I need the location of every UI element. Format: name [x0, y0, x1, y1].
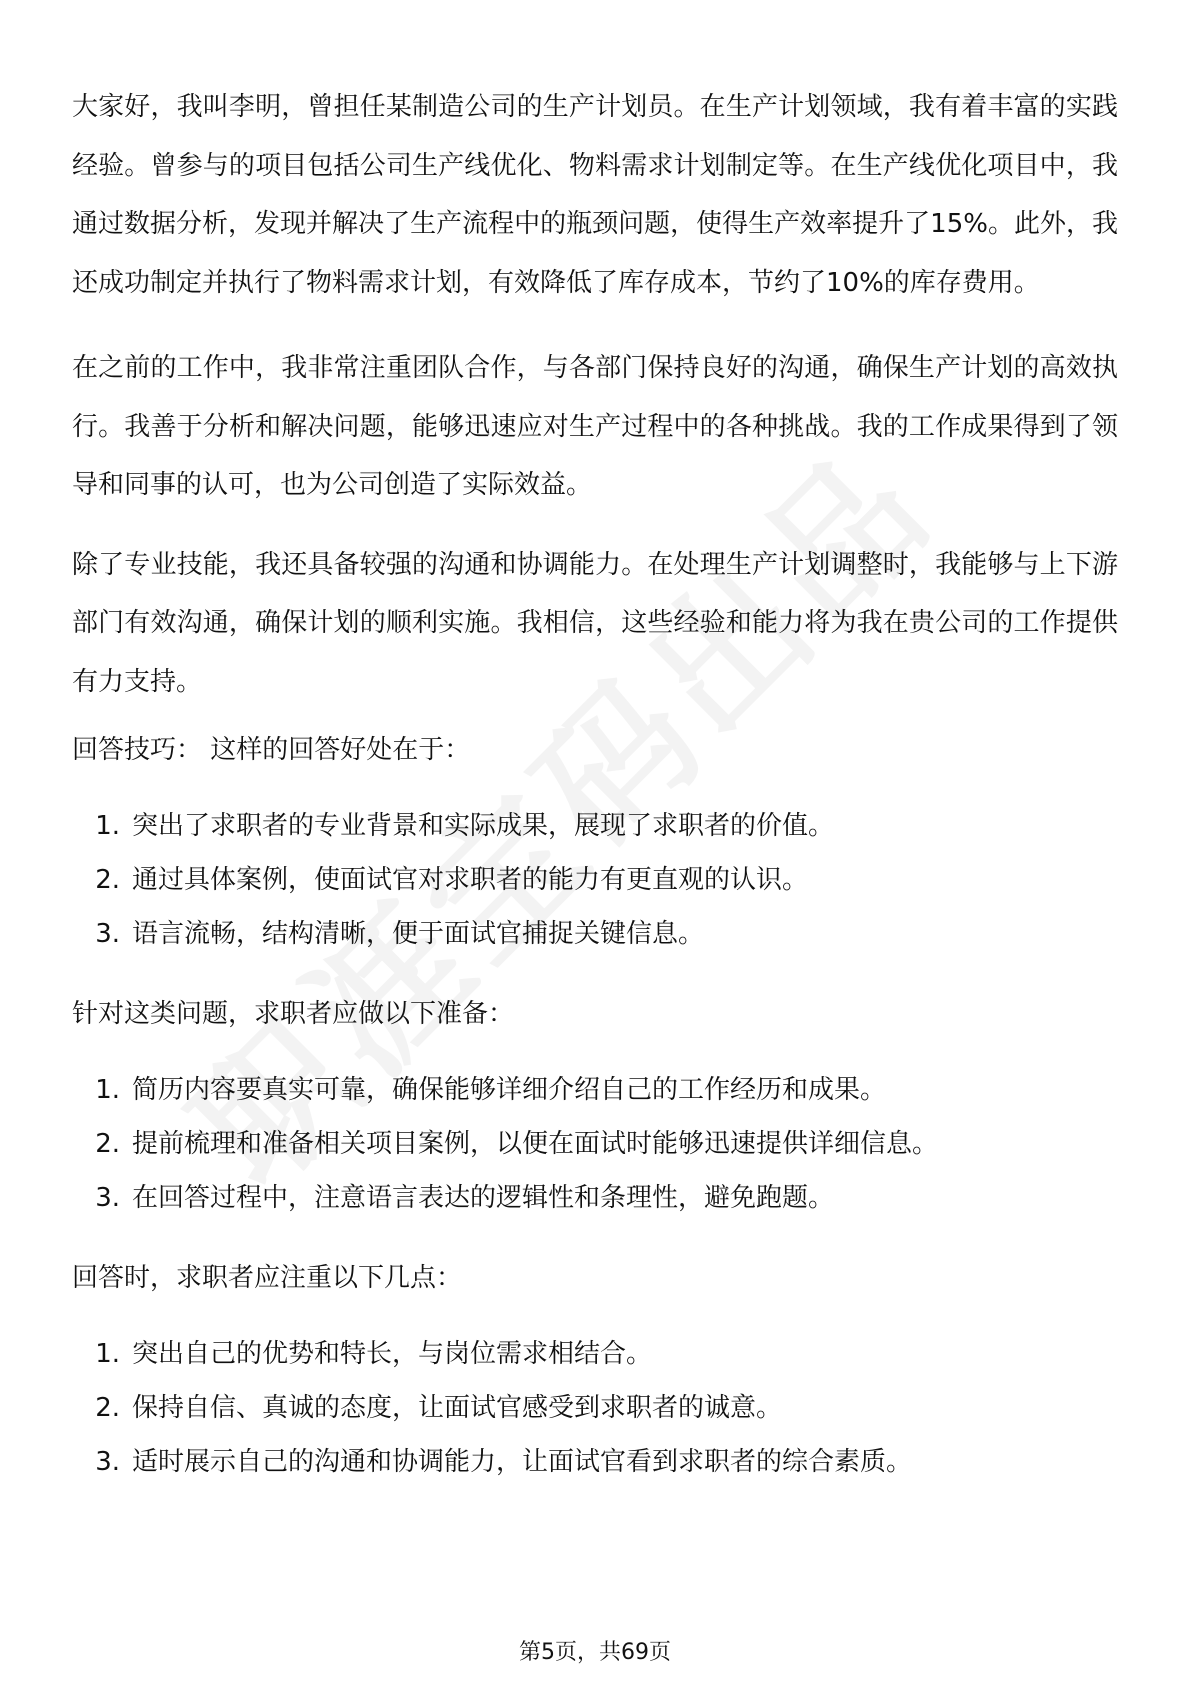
list-item [72, 1334, 1118, 1374]
list-item [72, 1070, 1118, 1110]
list-item [72, 860, 1118, 900]
section-answer-tips [72, 730, 1118, 954]
list-item [72, 1124, 1118, 1164]
list-item [72, 1178, 1118, 1218]
section-lead: 针对这类问题，求职者应做以下准备： [72, 999, 515, 1029]
list-text: 突出了求职者的专业背景和实际成果，展现了求职者的价值。 [132, 811, 835, 841]
section-key-points [72, 1258, 1118, 1482]
paragraph-teamwork: 在之前的工作中，我非常注重团队合作，与各部门保持良好的沟通，确保生产计划的高效执行。我善于分析和解决问题，能够迅速应对生产过程中的各种挑战。我的工作成果得到了领导和同事的认可，也为公司创造了实际效益。 [72, 353, 1118, 500]
list-text: 保持自信、真诚的态度，让面试官感受到求职者的诚意。 [132, 1393, 783, 1423]
list-number: 3. [95, 1447, 120, 1477]
paragraph-intro: 大家好，我叫李明，曾担任某制造公司的生产计划员。在生产计划领域，我有着丰富的实践经验。曾参与的项目包括公司生产线优化、物料需求计划制定等。在生产线优化项目中，我通过数据分析，发现并解决了生产流程中的瓶颈问题，使得生产效率提升了15%。此外，我还成功制定并执行了物料需求计划，有效降低了库存成本，节约了10%的库存费用。 [72, 92, 1118, 298]
numbered-list [72, 1070, 1118, 1218]
section-preparation [72, 994, 1118, 1218]
list-number: 3. [95, 1183, 120, 1213]
numbered-list [72, 806, 1118, 954]
document-body [72, 78, 1118, 1522]
list-text: 提前梳理和准备相关项目案例，以便在面试时能够迅速提供详细信息。 [132, 1129, 939, 1159]
numbered-list [72, 1334, 1118, 1482]
section-lead: 回答技巧： 这样的回答好处在于： [72, 735, 471, 765]
list-text: 语言流畅，结构清晰，便于面试官捕捉关键信息。 [132, 919, 705, 949]
list-number: 2. [95, 1393, 120, 1423]
list-number: 1. [95, 1339, 120, 1369]
list-number: 2. [95, 865, 120, 895]
section-lead: 回答时，求职者应注重以下几点： [72, 1263, 463, 1293]
list-item [72, 1388, 1118, 1428]
list-text: 适时展示自己的沟通和协调能力，让面试官看到求职者的综合素质。 [132, 1447, 913, 1477]
list-text: 简历内容要真实可靠，确保能够详细介绍自己的工作经历和成果。 [132, 1075, 887, 1105]
list-number: 1. [95, 1075, 120, 1105]
page-number-footer: 第5页，共69页 [519, 1640, 671, 1665]
paragraph-skills: 除了专业技能，我还具备较强的沟通和协调能力。在处理生产计划调整时，我能够与上下游部门有效沟通，确保计划的顺利实施。我相信，这些经验和能力将为我在贵公司的工作提供有力支持。 [72, 549, 1118, 697]
list-text: 通过具体案例，使面试官对求职者的能力有更直观的认识。 [132, 865, 809, 895]
list-item [72, 914, 1118, 954]
list-number: 2. [95, 1129, 120, 1159]
list-item [72, 806, 1118, 846]
list-text: 在回答过程中，注意语言表达的逻辑性和条理性，避免跑题。 [132, 1183, 835, 1213]
list-number: 1. [95, 811, 120, 841]
list-number: 3. [95, 919, 120, 949]
list-item [72, 1442, 1118, 1482]
list-text: 突出自己的优势和特长，与岗位需求相结合。 [132, 1339, 653, 1369]
